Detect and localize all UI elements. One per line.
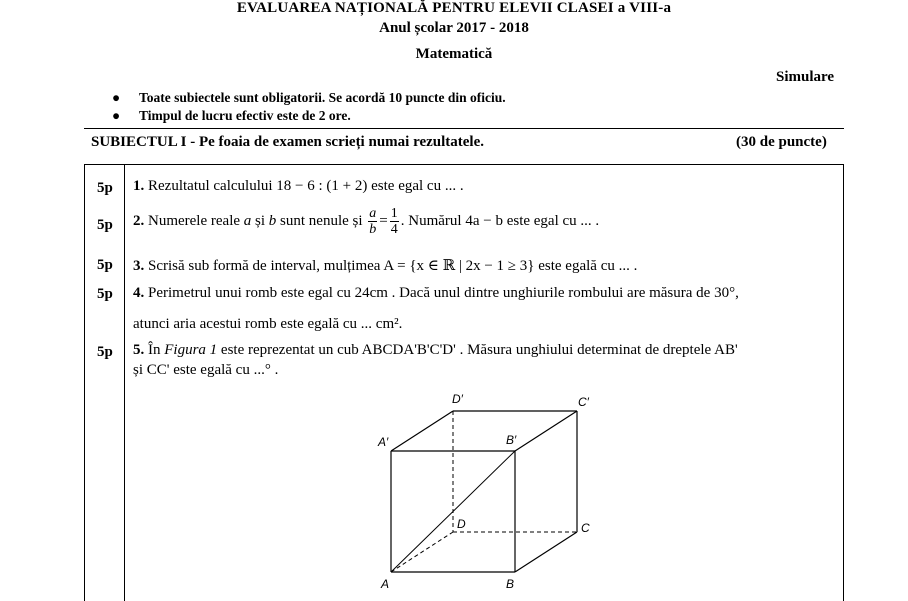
vertex-label-C: C <box>581 521 590 535</box>
question-1: 1. Rezultatul calculului 18 − 6 : (1 + 2) este egal cu ... . <box>133 178 464 194</box>
vertex-label-B1: B′ <box>506 433 517 447</box>
instruction-item: ● Timpul de lucru efectiv este de 2 ore. <box>112 108 351 123</box>
fraction-one-quarter: $\frac{1}{4}$ <box>390 206 398 237</box>
school-year: Anul școlar 2017 - 2018 <box>379 20 529 36</box>
question-2: 2. Numerele reale a și b sunt nenule și $\frac{a}{b}$ = $\frac{1}{4}$ . Numărul 4a − b este egal cu ... . <box>133 206 600 237</box>
cube-figure <box>370 390 610 601</box>
section-top-rule <box>84 128 844 129</box>
vertex-label-B: B <box>506 577 515 591</box>
question-4: 4. Perimetrul unui romb este egal cu 24cm . Dacă unul dintre unghiurile rombului are măsura de 30°, <box>133 285 739 301</box>
session-label: Simulare <box>776 69 835 85</box>
question-5-continued: și CC' este egală cu ...° . <box>133 362 279 378</box>
table-right-border <box>843 165 844 601</box>
subject-name: Matematică <box>415 46 493 62</box>
question-4-continued: atunci aria acestui romb este egală cu ... cm². <box>133 316 403 332</box>
question-score: 5p <box>97 180 113 196</box>
score-column-divider <box>124 165 125 601</box>
question-5: 5. În Figura 1 este reprezentat un cub ABCDA'B'C'D' . Măsura unghiului determinat de dreptele AB' <box>133 342 738 358</box>
bullet-icon: ● <box>112 108 121 123</box>
vertex-label-D1: D′ <box>452 392 463 406</box>
edge-A1D1 <box>391 411 453 451</box>
question-score: 5p <box>97 344 113 360</box>
vertex-label-C1: C′ <box>578 395 589 409</box>
fraction-a-over-b: $\frac{a}{b}$ <box>369 206 377 237</box>
edge-AD <box>391 532 453 572</box>
section-points: (30 de puncte) <box>736 134 827 150</box>
figure-reference: Figura 1 <box>164 342 218 358</box>
section-title: SUBIECTUL I - Pe foaia de examen scrieți numai rezultatele. <box>91 134 485 150</box>
edge-B1C1 <box>515 411 577 451</box>
question-score: 5p <box>97 217 113 233</box>
vertex-label-A: A <box>381 577 390 591</box>
vertex-label-D: D <box>457 517 466 531</box>
vertex-label-A1: A′ <box>378 435 389 449</box>
document-title: EVALUAREA NAȚIONALĂ PENTRU ELEVII CLASEI a VIII-a <box>236 0 672 16</box>
instruction-item: ● Toate subiectele sunt obligatorii. Se acordă 10 puncte din oficiu. <box>112 90 506 105</box>
question-3: 3. Scrisă sub formă de interval, mulțimea A = {x ∈ ℝ | 2x − 1 ≥ 3} este egală cu ... . <box>133 258 638 274</box>
table-left-border <box>84 165 85 601</box>
edge-BC <box>515 532 577 572</box>
question-score: 5p <box>97 286 113 302</box>
question-score: 5p <box>97 257 113 273</box>
bullet-icon: ● <box>112 90 121 105</box>
table-top-rule <box>84 164 844 165</box>
